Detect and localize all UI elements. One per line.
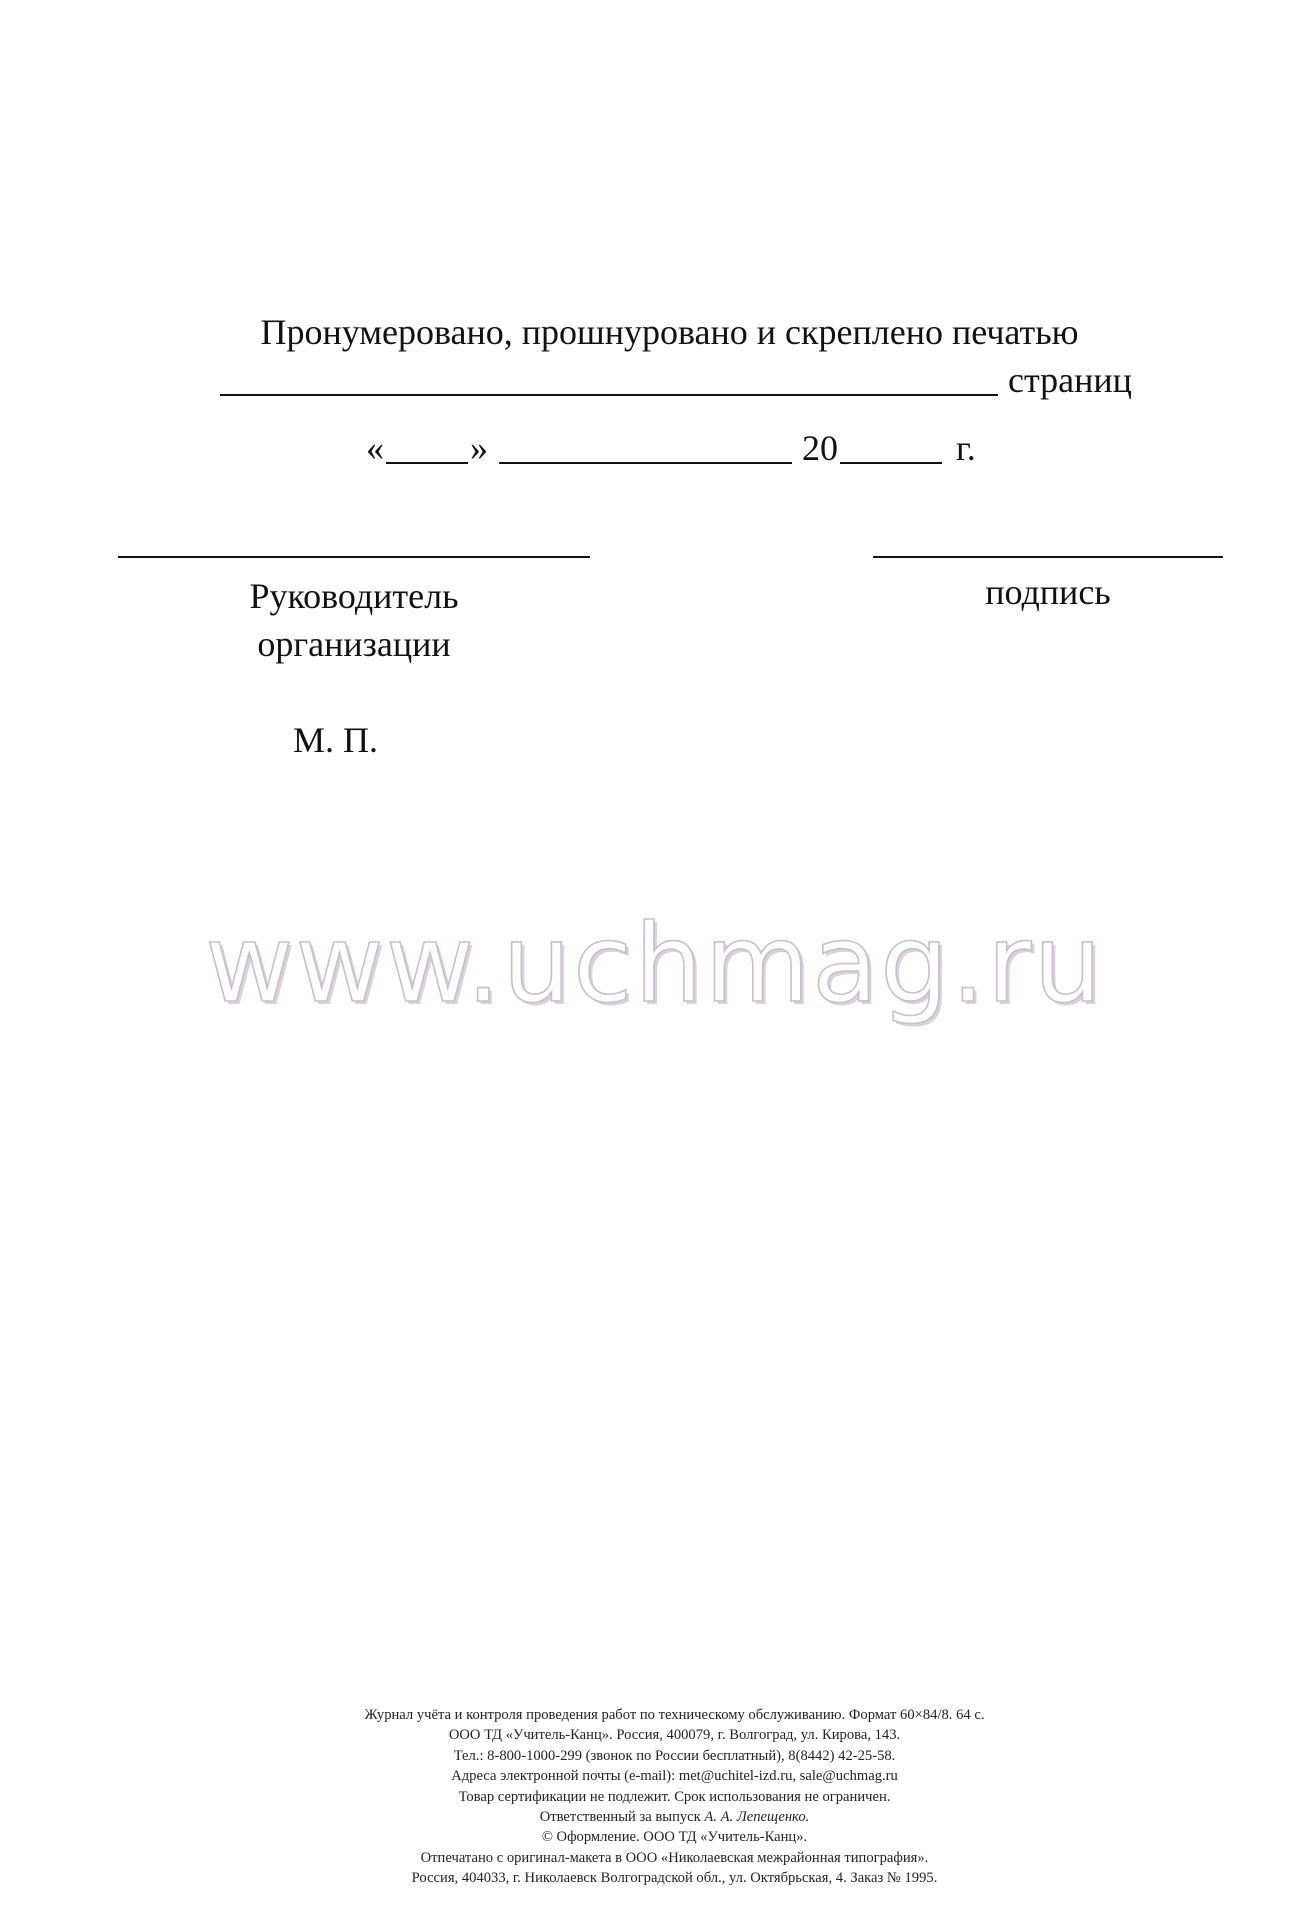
- signature-label: подпись: [985, 572, 1111, 612]
- head-label-line2: организации: [257, 624, 451, 664]
- head-signature-line: [118, 556, 590, 558]
- imprint-line: © Оформление. ООО ТД «Учитель-Канц».: [541, 1829, 808, 1846]
- watermark: www.uchmag.ru: [205, 902, 1104, 1027]
- imprint-line: Отпечатано с оригинал-макета в ООО «Николаевская межрайонная типография».: [420, 1849, 929, 1866]
- imprint-line: Журнал учёта и контроля проведения работ по техническому обслуживанию. Формат 60×84/8. 64 с.: [364, 1707, 985, 1723]
- pages-word: страниц: [1008, 360, 1132, 400]
- head-label-line1: Руководитель: [249, 576, 459, 616]
- imprint-line: Адреса электронной почты (e-mail): met@uchitel-izd.ru, sale@uchmag.ru: [451, 1768, 898, 1785]
- imprint-line: ООО ТД «Учитель-Канц». Россия, 400079, г. Волгоград, ул. Кирова, 143.: [448, 1727, 901, 1744]
- imprint-responsible-line: [40, 1807, 1309, 1827]
- responsible-prefix: Ответственный за выпуск: [539, 1809, 701, 1826]
- imprint-line: Тел.: 8-800-1000-299 (звонок по России бесплатный), 8(8442) 42-25-58.: [453, 1747, 896, 1764]
- date-row: [366, 428, 1006, 472]
- imprint-line: Товар сертификации не подлежит. Срок использования не ограничен.: [458, 1788, 891, 1805]
- imprint-line: Россия, 404033, г. Николаевск Волгоградской обл., ул. Октябрьская, 4. Заказ № 1995.: [411, 1870, 938, 1887]
- page-count-row: [220, 360, 1132, 404]
- certification-title: Пронумеровано, прошнуровано и скреплено печатью: [260, 312, 1079, 352]
- year-suffix: г.: [956, 428, 976, 468]
- month-blank: [499, 462, 792, 464]
- day-blank: [386, 462, 468, 464]
- year-prefix: 20: [802, 428, 838, 468]
- year-blank: [840, 462, 942, 464]
- signature-line: [873, 556, 1223, 558]
- date-close-quote: »: [470, 428, 488, 468]
- head-of-organization-label: [118, 572, 590, 668]
- date-open-quote: «: [366, 428, 384, 468]
- responsible-name: А. А. Лепещенко.: [704, 1809, 810, 1826]
- page-count-blank: [220, 394, 998, 396]
- stamp-place-label: М. П.: [293, 720, 379, 760]
- imprint-block: [0, 1705, 1309, 1889]
